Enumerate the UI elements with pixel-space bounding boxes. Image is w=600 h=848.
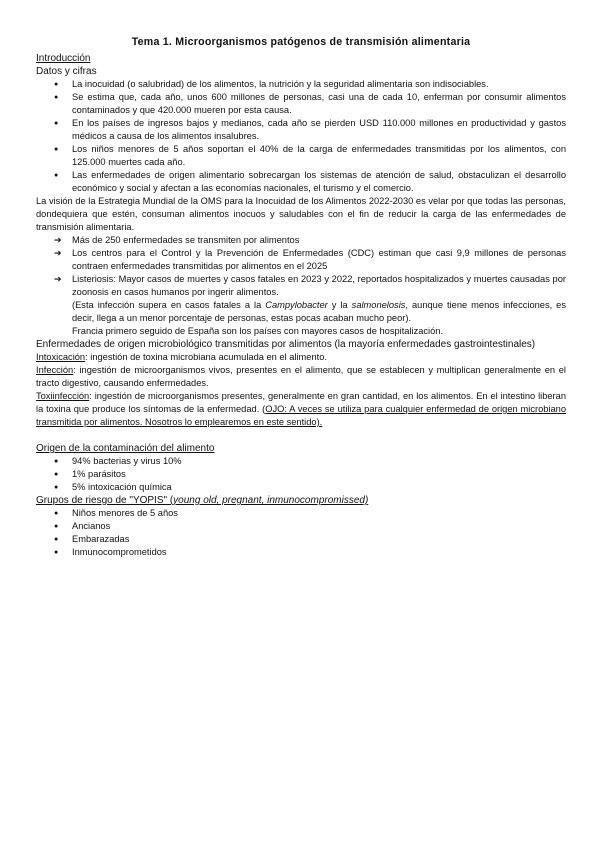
grupos-heading-text: Grupos de riesgo de "YOPIS" ( — [36, 495, 174, 506]
spacer — [36, 429, 566, 442]
datos-list — [36, 78, 566, 195]
list-item: ● Niños menores de 5 años — [36, 507, 566, 520]
list-item: ● 1% parásitos — [36, 468, 566, 481]
list-item: ● En los países de ingresos bajos y medianos, cada año se pierden USD 110.000 millones en productividad y gastos médicos a causa de los alimentos insalubres. — [36, 117, 566, 143]
intoxicacion-text: : ingestión de toxina microbiana acumulada en el alimento. — [85, 352, 327, 362]
list-item: ● Se estima que, cada año, unos 600 millones de personas, casi una de cada 10, enferman por consumir alimentos contaminados y que 420.000 mueren por esta causa. — [36, 91, 566, 117]
list-item: ● 94% bacterias y virus 10% — [36, 455, 566, 468]
toxiinfeccion-definition — [36, 390, 566, 429]
list-item: ● Los niños menores de 5 años soportan el 40% de la carga de enfermedades transmitidas por los alimentos, con 125.000 muertes cada año. — [36, 143, 566, 169]
listeriosis-note — [36, 299, 566, 325]
note-text: , aunque tiene menos infecciones, es decir, llega a un menor porcentaje de personas, estas pocas acaban mucho peor). — [72, 300, 567, 323]
list-item: ● Inmunocomprometidos — [36, 546, 566, 559]
infeccion-term: Infección — [36, 365, 74, 375]
note-italic-salmonelosis: salmonelosis — [351, 300, 406, 310]
list-item: ● Ancianos — [36, 520, 566, 533]
vision-paragraph: La visión de la Estrategia Mundial de la OMS para la Inocuidad de los Alimentos 2022-2030 es velar por que todas las personas, dondequiera que estén, consuman alimentos inocuos y saludables con el fin de reducir la carga de las enfermedades de transmisión alimentaria. — [36, 196, 566, 232]
infeccion-text: : ingestión de microorganismos vivos, presentes en el alimento, que se establecen y multiplican generalmente en el tracto digestivo, causando enfermedades. — [36, 365, 566, 388]
list-item: ➔ Más de 250 enfermedades se transmiten por alimentos — [36, 234, 566, 247]
note-text: (Esta infección supera en casos fatales a la — [72, 300, 266, 310]
list-item: ● 5% intoxicación química — [36, 481, 566, 494]
list-item: ➔ Listeriosis: Mayor casos de muertes y casos fatales en 2023 y 2022, reportados hospitalizados y muertes causadas por zoonosis en casos humanos por ingerir alimentos. — [36, 273, 566, 299]
intoxicacion-term: Intoxicación — [36, 352, 86, 362]
grupos-heading-italic: young old, pregnant, inmunocompromissed) — [173, 495, 369, 506]
toxiinfeccion-term: Toxiinfección — [36, 391, 90, 401]
list-item: ➔ Los centros para el Control y la Prevención de Enfermedades (CDC) estiman que casi 9,9 millones de personas contraen enfermedades transmitidas por alimentos en el 2025 — [36, 247, 566, 273]
grupos-list — [36, 507, 566, 559]
intro-heading: Introducción — [36, 53, 91, 64]
list-item: ● Embarazadas — [36, 533, 566, 546]
toxiinfeccion-note: OJO: A veces se utiliza para cualquier enfermedad de origen microbiano transmitida por alimentos. Nosotros lo emplearemos en este sentido). — [36, 404, 566, 427]
arrow-list — [36, 234, 566, 299]
grupos-heading — [36, 494, 566, 507]
origen-heading: Origen de la contaminación del alimento — [36, 443, 215, 454]
origen-list — [36, 455, 566, 494]
note-text: y la — [327, 300, 352, 310]
list-item: ● Las enfermedades de origen alimentario sobrecargan los sistemas de atención de salud, obstaculizan el desarrollo económico y social y afectan a las economías nacionales, el turismo y el comercio. — [36, 169, 566, 195]
toxiinfeccion-text: : ingestión de microorganismos presentes, generalmente en gran cantidad, en los alimentos. En el intestino liberan la toxina que produce los síntomas de la enfermedad. ( — [36, 391, 566, 414]
infeccion-definition — [36, 364, 566, 390]
intoxicacion-definition — [36, 351, 566, 364]
datos-heading: Datos y cifras — [36, 66, 97, 77]
francia-line: Francia primero seguido de España son los países con mayores casos de hospitalización. — [72, 326, 444, 336]
list-item: ● La inocuidad (o salubridad) de los alimentos, la nutrición y la seguridad alimentaria son indisociables. — [36, 78, 566, 91]
enfermedades-heading: Enfermedades de origen microbiológico transmitidas por alimentos (la mayoría enfermedades gastrointestinales) — [36, 339, 536, 350]
page-title: Tema 1. Microorganismos patógenos de transmisión alimentaria — [131, 36, 471, 48]
note-italic-campylobacter: Campylobacter — [265, 300, 328, 310]
